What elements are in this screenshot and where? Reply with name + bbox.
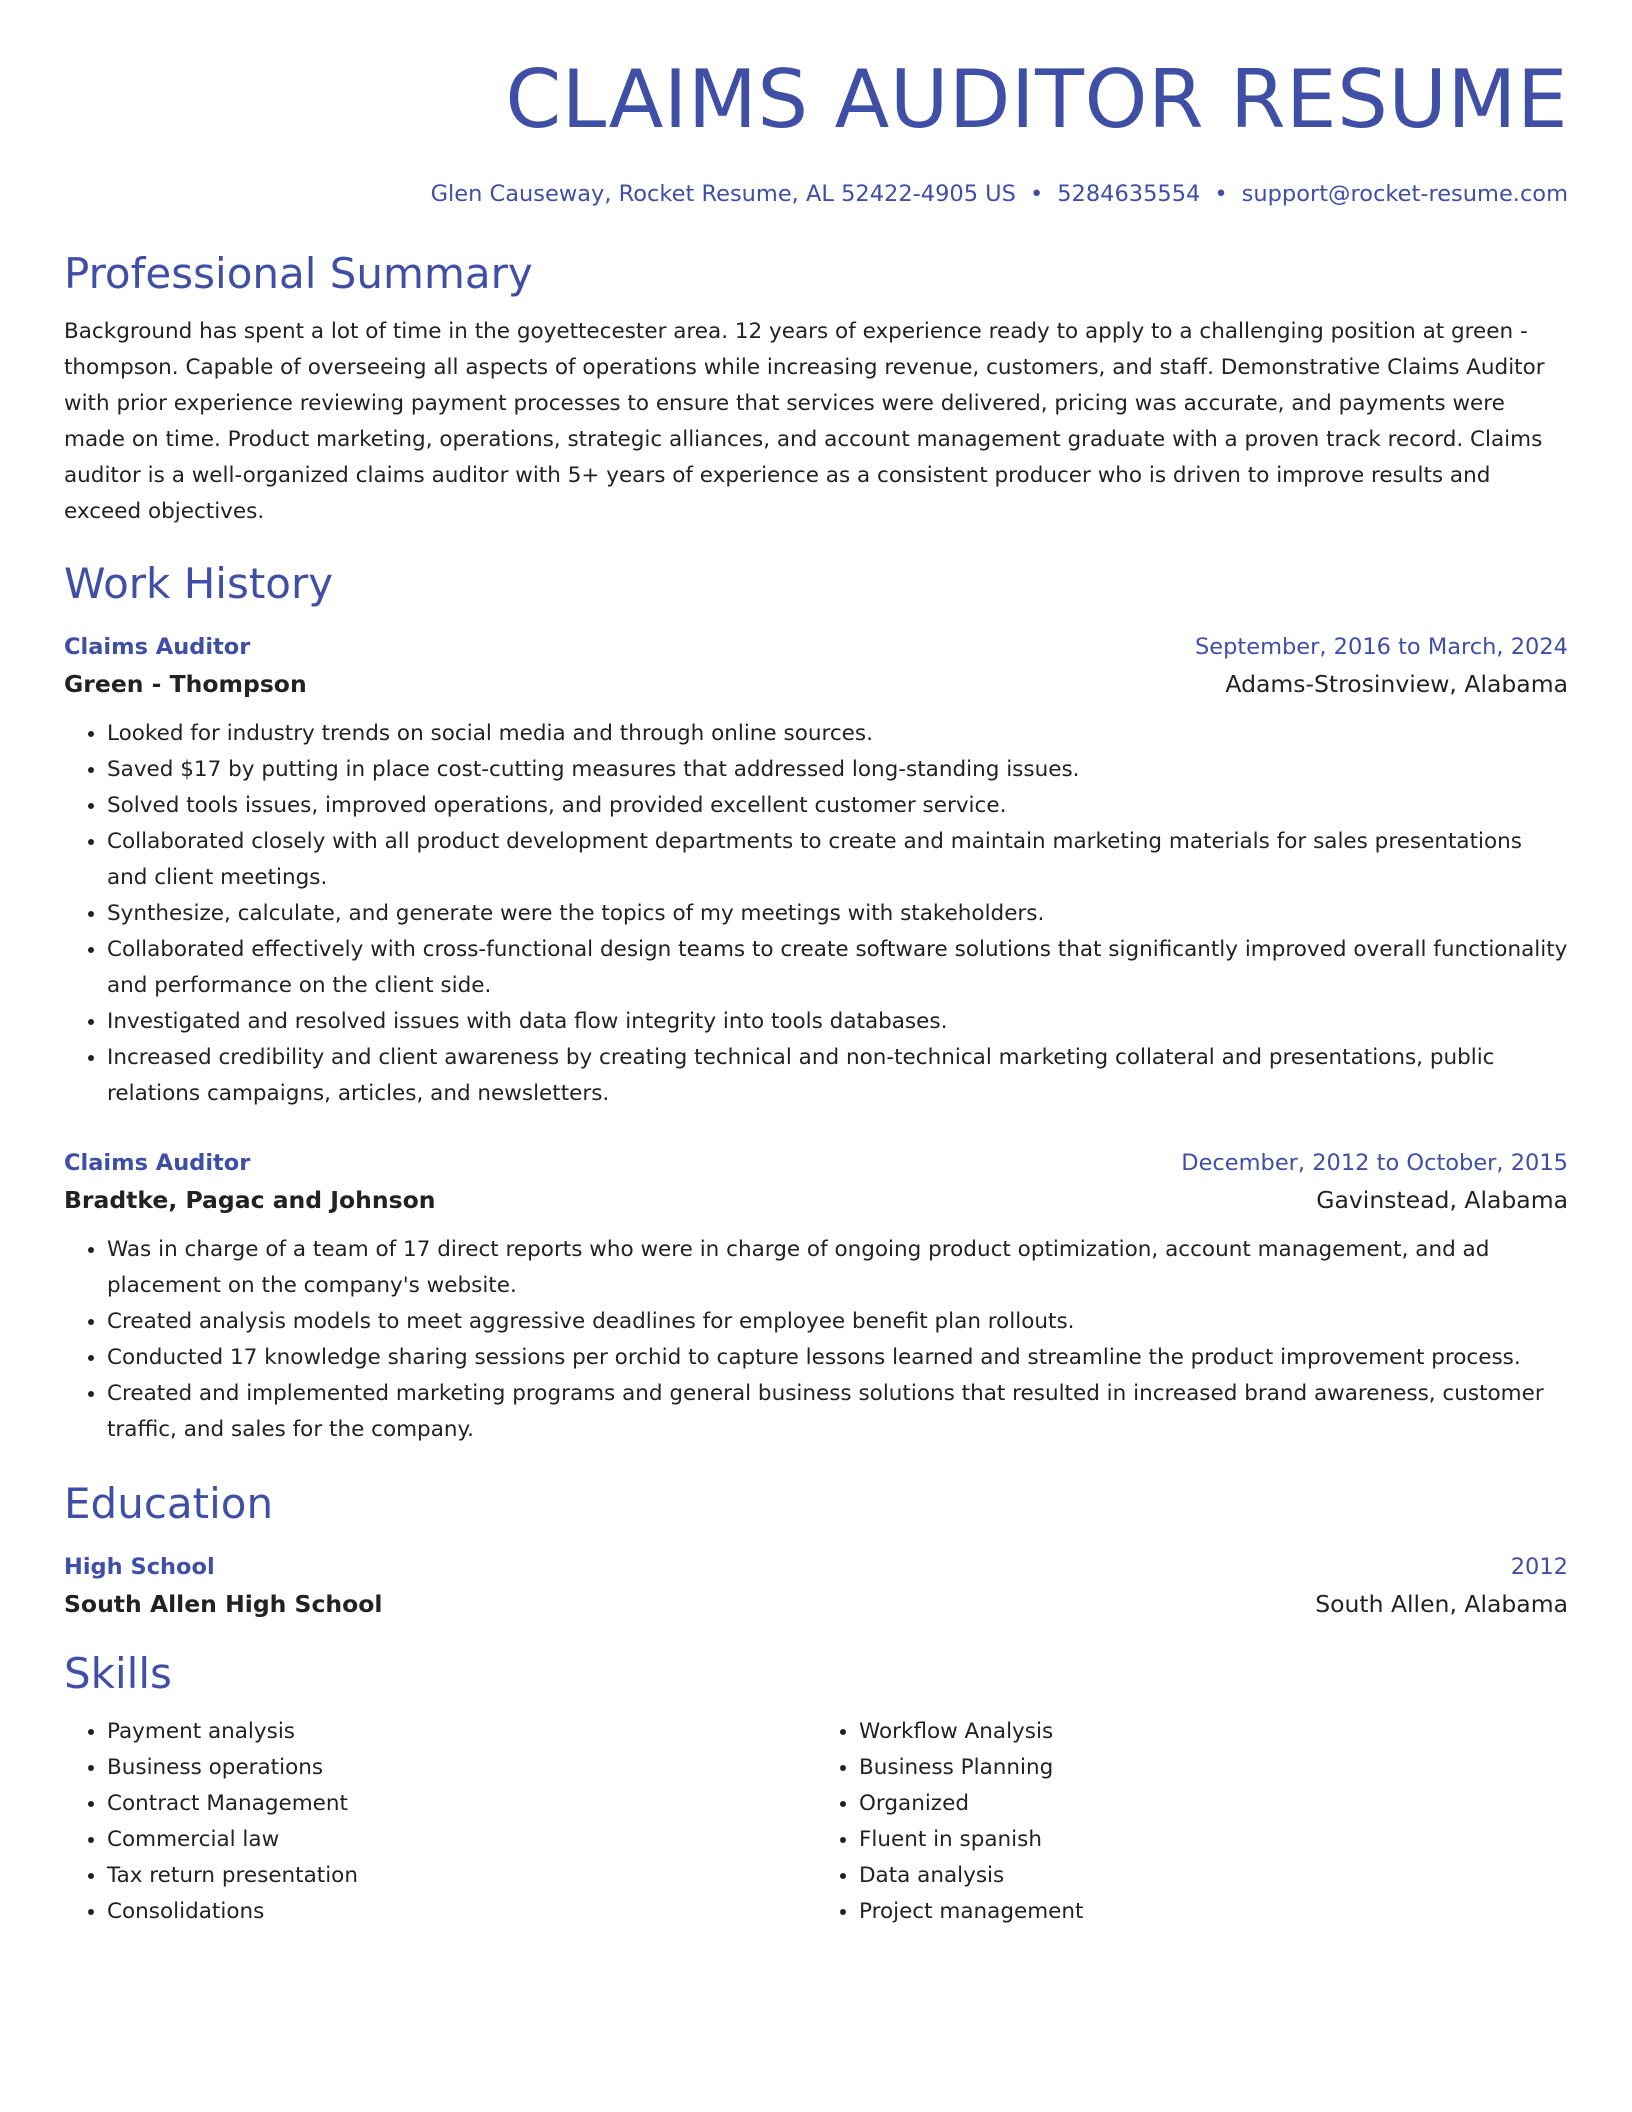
skill-item: • Business operations — [107, 1750, 816, 1786]
skill-item: • Project management — [859, 1894, 1568, 1930]
skills-list-left — [64, 1714, 816, 1930]
skill-item: • Fluent in spanish — [859, 1822, 1568, 1858]
job-bullet: • Synthesize, calculate, and generate were the topics of my meetings with stakeholders. — [107, 896, 1568, 932]
education-degree: High School — [64, 1554, 215, 1580]
contact-email: support@rocket-resume.com — [1241, 181, 1568, 207]
skill-item: • Workflow Analysis — [859, 1714, 1568, 1750]
job-bullet: • Collaborated closely with all product development departments to create and maintain marketing materials for sales presentations and client meetings. — [107, 824, 1568, 896]
skill-item: • Data analysis — [859, 1858, 1568, 1894]
education-entry — [64, 1550, 1568, 1624]
education-location: South Allen, Alabama — [1315, 1590, 1568, 1618]
skills-heading: Skills — [64, 1649, 172, 1698]
job-bullet: • Collaborated effectively with cross-functional design teams to create software solutions that significantly improved overall functionality and performance on the client side. — [107, 932, 1568, 1004]
education-section — [64, 1478, 1568, 1624]
job-title: Claims Auditor — [64, 634, 251, 660]
job-bullet: • Created and implemented marketing programs and general business solutions that resulted in increased brand awareness, customer traffic, and sales for the company. — [107, 1376, 1568, 1448]
contact-separator: • — [1214, 181, 1228, 207]
education-degree-row — [64, 1550, 1568, 1584]
skills-list-right — [816, 1714, 1568, 1930]
skill-item: • Organized — [859, 1786, 1568, 1822]
education-school-row — [64, 1584, 1568, 1624]
job-bullet: • Solved tools issues, improved operations, and provided excellent customer service. — [107, 788, 1568, 824]
job-company-row — [64, 664, 1568, 704]
job-company: Bradtke, Pagac and Johnson — [64, 1186, 436, 1214]
contact-separator: • — [1029, 181, 1044, 207]
education-year: 2012 — [1510, 1554, 1568, 1580]
summary-section — [64, 248, 1568, 530]
job-bullet: • Created analysis models to meet aggressive deadlines for employee benefit plan rollouts. — [107, 1304, 1568, 1340]
skill-item: • Business Planning — [859, 1750, 1568, 1786]
skill-item: • Tax return presentation — [107, 1858, 816, 1894]
skill-item: • Consolidations — [107, 1894, 816, 1930]
education-heading: Education — [64, 1479, 274, 1528]
skill-item: • Contract Management — [107, 1786, 816, 1822]
resume-title: CLAIMS AUDITOR RESUME — [505, 53, 1568, 146]
job-bullet: • Increased credibility and client awareness by creating technical and non-technical marketing collateral and presentations, public relations campaigns, articles, and newsletters. — [107, 1040, 1568, 1112]
contact-address: Glen Causeway, Rocket Resume, AL 52422-4905 US — [430, 181, 1016, 207]
work-history-heading: Work History — [64, 559, 334, 608]
education-school: South Allen High School — [64, 1590, 383, 1618]
job-title-row — [64, 630, 1568, 664]
job-bullet: • Conducted 17 knowledge sharing sessions per orchid to capture lessons learned and streamline the product improvement process. — [107, 1340, 1568, 1376]
job-company: Green - Thompson — [64, 670, 307, 698]
contact-phone: 5284635554 — [1057, 181, 1201, 207]
summary-heading: Professional Summary — [64, 249, 533, 298]
job-title-row — [64, 1146, 1568, 1180]
skills-section — [64, 1648, 1568, 1930]
job-bullet: • Investigated and resolved issues with data flow integrity into tools databases. — [107, 1004, 1568, 1040]
job-company-row — [64, 1180, 1568, 1220]
summary-text: Background has spent a lot of time in the goyettecester area. 12 years of experience ready to apply to a challenging position at green - thompson. Capable of overseeing all aspects of operations while increasing revenue, customers, and staff. Demonstrative Claims Auditor with prior experience reviewing payment processes to ensure that services were delivered, pricing was accurate, and payments were made on time. Product marketing, operations, strategic alliances, and account management graduate with a proven track record. Claims auditor is a well-organized claims auditor with 5+ years of experience as a consistent producer who is driven to improve results and exceed objectives. — [64, 319, 1545, 524]
job-location: Gavinstead, Alabama — [1316, 1186, 1568, 1214]
job-bullets — [64, 1232, 1568, 1448]
job-entry — [64, 1146, 1568, 1448]
job-title: Claims Auditor — [64, 1150, 251, 1176]
contact-line — [64, 178, 1568, 210]
work-history-section — [64, 558, 1568, 1448]
job-dates: December, 2012 to October, 2015 — [1181, 1150, 1568, 1176]
job-location: Adams-Strosinview, Alabama — [1225, 670, 1568, 698]
skill-item: • Commercial law — [107, 1822, 816, 1858]
skills-grid — [64, 1714, 1568, 1930]
job-entry — [64, 630, 1568, 1112]
job-bullet: • Saved $17 by putting in place cost-cutting measures that addressed long-standing issues. — [107, 752, 1568, 788]
job-bullet: • Looked for industry trends on social media and through online sources. — [107, 716, 1568, 752]
job-dates: September, 2016 to March, 2024 — [1195, 634, 1568, 660]
job-bullets — [64, 716, 1568, 1112]
skill-item: • Payment analysis — [107, 1714, 816, 1750]
job-bullet: • Was in charge of a team of 17 direct reports who were in charge of ongoing product optimization, account management, and ad placement on the company's website. — [107, 1232, 1568, 1304]
